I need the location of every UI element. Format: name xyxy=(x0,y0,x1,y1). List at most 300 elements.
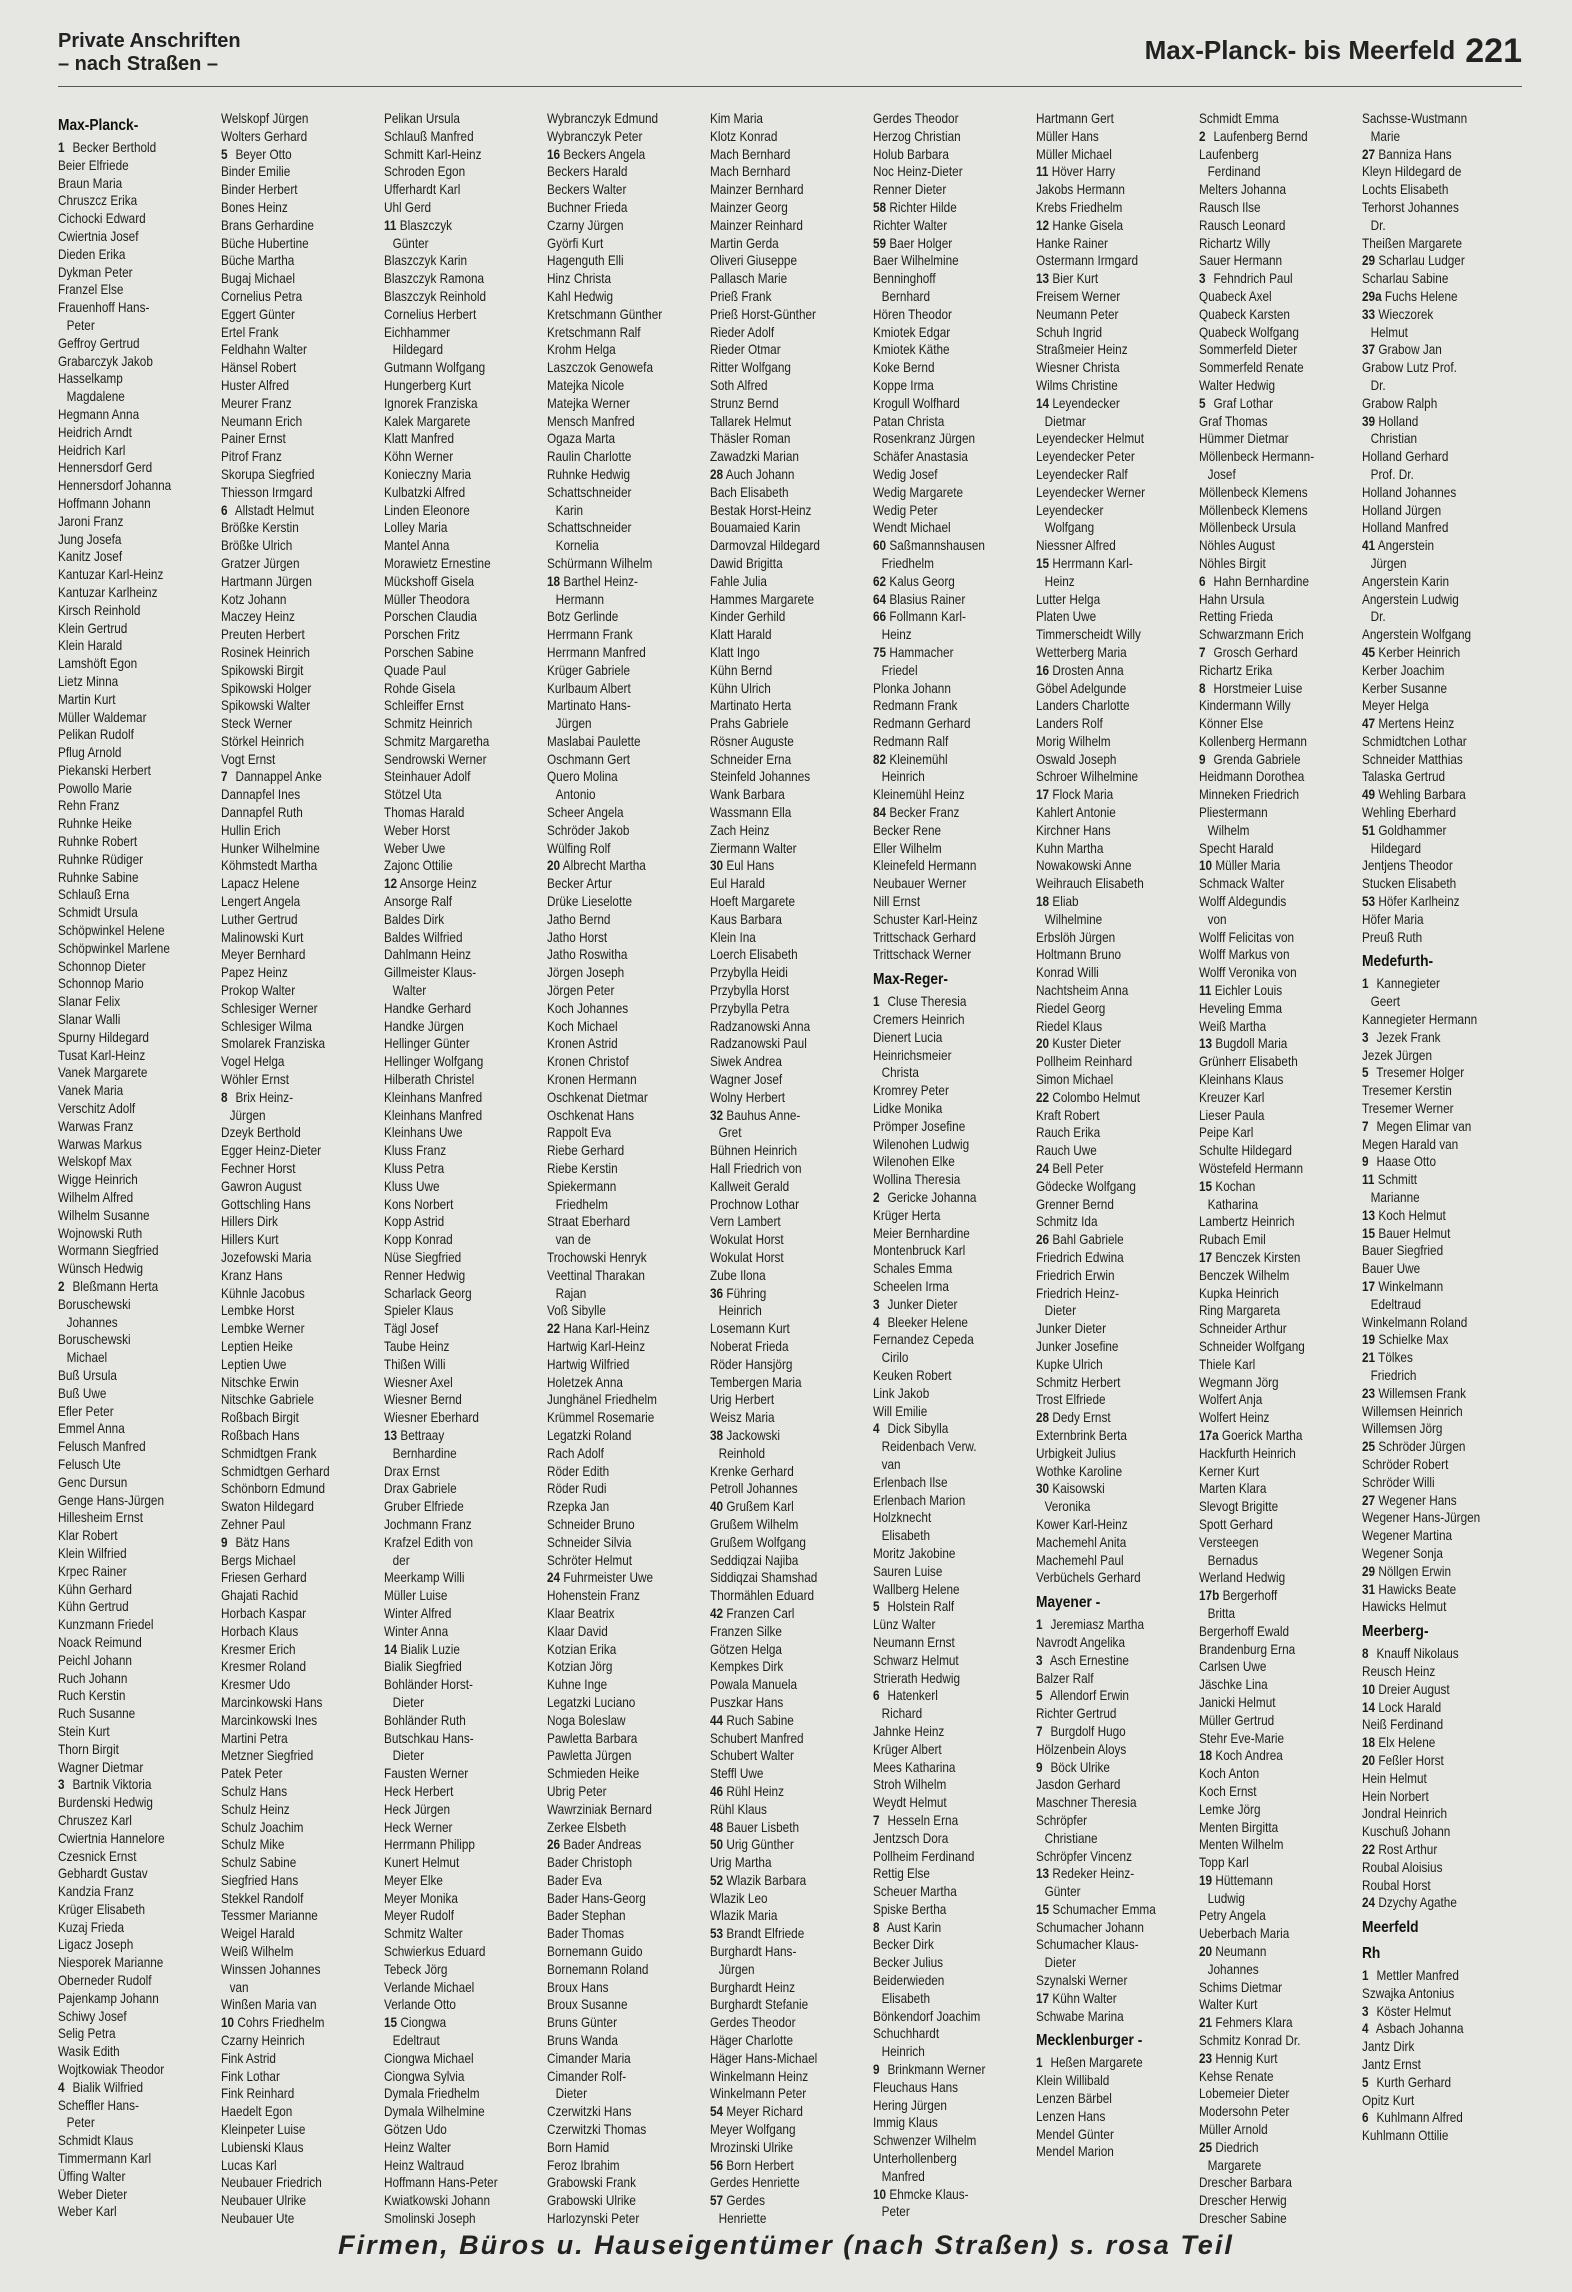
resident-name: Schöpwinkel Helene xyxy=(58,923,165,939)
resident-name: Bauer Uwe xyxy=(1362,1261,1421,1277)
resident-name: Eichhammer xyxy=(384,324,451,340)
resident-name: Mees Katharina xyxy=(873,1759,956,1775)
resident-name: Rzepka Jan xyxy=(547,1499,610,1515)
resident-entry xyxy=(1036,1107,1193,1125)
resident-entry xyxy=(384,1000,541,1018)
resident-entry xyxy=(547,2121,704,2139)
resident-name: Cluse Theresia xyxy=(887,994,967,1010)
resident-name: Gerdes Theodor xyxy=(873,111,959,126)
resident-entry xyxy=(1362,733,1519,751)
resident-name: Baldes Dirk xyxy=(384,911,445,927)
resident-entry xyxy=(710,2192,867,2210)
house-number: 13 xyxy=(1036,1866,1050,1882)
house-number: 11 xyxy=(384,217,397,233)
entry-continuation xyxy=(384,235,549,253)
resident-entry xyxy=(1036,768,1193,786)
resident-entry xyxy=(384,1872,541,1890)
resident-entry xyxy=(1199,1498,1356,1516)
resident-name: Angerstein xyxy=(1377,538,1435,554)
resident-name: Hoffmann Hans-Peter xyxy=(384,2175,498,2191)
resident-name: Thormählen Eduard xyxy=(710,1588,815,1604)
resident-name: Peter xyxy=(66,317,95,333)
resident-name: Vogt Ernst xyxy=(221,751,276,767)
resident-name: Heinrich xyxy=(881,2044,925,2060)
resident-name: Radzanowski Paul xyxy=(710,1036,807,1052)
resident-name: Welskopf Jürgen xyxy=(221,111,309,126)
resident-name: Weber Uwe xyxy=(384,840,446,856)
resident-name: Marie xyxy=(1370,128,1401,144)
resident-entry xyxy=(547,1605,704,1623)
resident-name: Quabeck Karsten xyxy=(1199,306,1290,322)
resident-entry xyxy=(58,2025,215,2043)
resident-name: Fleuchaus Hans xyxy=(873,2079,959,2095)
resident-name: Rappolt Eva xyxy=(547,1125,612,1141)
resident-name: Bahl Gabriele xyxy=(1052,1232,1124,1248)
resident-name: Auch Johann xyxy=(725,466,795,482)
resident-name: Plonka Johann xyxy=(873,680,951,696)
resident-name: Üffing Walter xyxy=(58,2168,126,2184)
resident-name: Pitrof Franz xyxy=(221,449,282,465)
resident-entry xyxy=(221,1249,378,1267)
resident-entry xyxy=(873,946,1030,964)
resident-entry xyxy=(58,566,215,584)
resident-entry xyxy=(547,1463,704,1481)
resident-entry xyxy=(1036,1391,1193,1409)
resident-entry xyxy=(384,1107,541,1125)
resident-name: Dreier August xyxy=(1378,1681,1450,1697)
resident-entry xyxy=(873,1723,1030,1741)
resident-name: Loerch Elisabeth xyxy=(710,947,798,963)
resident-entry xyxy=(58,1848,215,1866)
resident-entry xyxy=(58,1581,215,1599)
resident-name: Blasius Rainer xyxy=(889,591,966,607)
resident-name: Angerstein Wolfgang xyxy=(1362,627,1472,643)
resident-name: Kraft Robert xyxy=(1036,1107,1100,1123)
resident-name: Wolff Aldegundis xyxy=(1199,894,1287,910)
resident-name: Junker Josefine xyxy=(1036,1338,1119,1354)
section-subtitle: – nach Straßen – xyxy=(58,53,219,75)
resident-entry xyxy=(58,513,215,531)
resident-entry xyxy=(547,1996,704,2014)
resident-entry xyxy=(710,1498,867,1516)
resident-entry xyxy=(1036,448,1193,466)
resident-entry xyxy=(1199,1231,1356,1249)
resident-name: Brinkmann Werner xyxy=(887,2062,986,2078)
resident-name: Kotzian Erika xyxy=(547,1641,617,1657)
resident-name: Wöhler Ernst xyxy=(221,1072,290,1088)
entry-continuation xyxy=(1362,1367,1527,1385)
resident-entry xyxy=(384,964,541,982)
house-number: 27 xyxy=(1362,146,1376,162)
resident-entry xyxy=(384,1356,541,1374)
resident-name: Vanek Maria xyxy=(58,1083,124,1099)
resident-entry xyxy=(58,1385,215,1403)
resident-name: Herrmann Philipp xyxy=(384,1837,475,1853)
resident-name: Wöstefeld Hermann xyxy=(1199,1161,1304,1177)
resident-name: Piekanski Herbert xyxy=(58,762,151,778)
resident-name: Koch Michael xyxy=(547,1018,618,1034)
resident-entry xyxy=(221,573,378,591)
resident-entry xyxy=(221,1552,378,1570)
resident-name: Martin Gerda xyxy=(710,235,779,251)
resident-entry xyxy=(221,1338,378,1356)
house-number: 56 xyxy=(710,2157,724,2173)
resident-name: Wilenohen Elke xyxy=(873,1154,955,1170)
resident-name: Hellinger Günter xyxy=(384,1036,470,1052)
resident-entry xyxy=(221,217,378,235)
house-number: 17b xyxy=(1199,1588,1220,1604)
resident-entry xyxy=(1036,1901,1193,1919)
resident-entry xyxy=(873,1118,1030,1136)
resident-name: Blaszczyk Karin xyxy=(384,253,468,269)
resident-entry xyxy=(547,893,704,911)
resident-entry xyxy=(873,1616,1030,1634)
resident-entry xyxy=(1362,1716,1519,1734)
house-number: 18 xyxy=(1199,1748,1213,1764)
resident-name: Pollheim Ferdinand xyxy=(873,1848,975,1864)
resident-entry xyxy=(1199,733,1356,751)
entry-continuation xyxy=(221,1979,386,1997)
resident-name: Kresmer Erich xyxy=(221,1641,296,1657)
resident-entry xyxy=(1362,2109,1519,2127)
resident-entry xyxy=(547,395,704,413)
house-number: 6 xyxy=(1199,573,1206,589)
resident-entry xyxy=(873,2061,1030,2079)
resident-entry xyxy=(710,1925,867,1943)
resident-name: Wothke Karoline xyxy=(1036,1463,1123,1479)
resident-entry xyxy=(58,886,215,904)
resident-entry xyxy=(873,519,1030,537)
resident-name: Genc Dursun xyxy=(58,1474,128,1490)
resident-name: Hanke Rainer xyxy=(1036,235,1108,251)
entry-continuation xyxy=(873,2203,1038,2221)
entry-continuation xyxy=(384,1694,549,1712)
resident-name: Ruhnke Sabine xyxy=(58,869,139,885)
resident-name: Jung Josefa xyxy=(58,531,122,547)
entry-continuation xyxy=(873,662,1038,680)
resident-entry xyxy=(221,359,378,377)
resident-entry xyxy=(1362,751,1519,769)
resident-entry xyxy=(547,252,704,270)
resident-entry xyxy=(1362,786,1519,804)
resident-name: Friedrich Erwin xyxy=(1036,1267,1115,1283)
resident-name: Klein Ina xyxy=(710,929,756,945)
resident-name: Thißen Willi xyxy=(384,1356,446,1372)
resident-name: Przybylla Horst xyxy=(710,983,790,999)
resident-name: Weisz Maria xyxy=(710,1410,775,1426)
resident-name: Externbrink Berta xyxy=(1036,1427,1127,1443)
resident-name: Cohrs Friedhelm xyxy=(237,2015,325,2031)
resident-name: Klotz Konrad xyxy=(710,128,778,144)
resident-entry xyxy=(58,1634,215,1652)
resident-name: Kleinefeld Hermann xyxy=(873,858,977,874)
resident-name: Tägl Josef xyxy=(384,1321,439,1337)
resident-name: Bernhard xyxy=(881,288,931,304)
house-number: 29 xyxy=(1362,253,1376,269)
resident-entry xyxy=(873,1954,1030,1972)
resident-entry xyxy=(384,1071,541,1089)
resident-name: Hölzenbein Aloys xyxy=(1036,1741,1127,1757)
resident-name: Rühl Heinz xyxy=(726,1783,784,1799)
resident-name: Heck Herbert xyxy=(384,1783,454,1799)
resident-name: Nill Ernst xyxy=(873,894,921,910)
resident-entry xyxy=(1362,626,1519,644)
entry-continuation xyxy=(1199,1961,1364,1979)
resident-entry xyxy=(221,1124,378,1142)
resident-name: Rauch Erika xyxy=(1036,1125,1101,1141)
resident-entry xyxy=(221,1285,378,1303)
resident-name: Friedrich Edwina xyxy=(1036,1250,1124,1265)
resident-entry xyxy=(547,555,704,573)
resident-name: Eichler Louis xyxy=(1214,983,1283,999)
resident-name: Bleeker Helene xyxy=(887,1314,968,1330)
resident-name: Roßbach Hans xyxy=(221,1427,300,1443)
resident-name: Rausch Ilse xyxy=(1199,199,1261,215)
entry-continuation xyxy=(547,537,712,555)
resident-entry xyxy=(873,502,1030,520)
resident-name: Dannapfel Ines xyxy=(221,787,301,803)
resident-entry xyxy=(221,413,378,431)
directory-column xyxy=(547,110,704,2227)
resident-name: Kupka Heinrich xyxy=(1199,1285,1279,1301)
resident-name: Dawid Brigitta xyxy=(710,555,783,571)
resident-entry xyxy=(384,786,541,804)
resident-name: Wybranczyk Peter xyxy=(547,128,643,144)
resident-entry xyxy=(710,1374,867,1392)
resident-entry xyxy=(1199,1160,1356,1178)
resident-entry xyxy=(873,822,1030,840)
house-number: 18 xyxy=(1362,1735,1376,1751)
resident-name: Götzen Udo xyxy=(384,2122,447,2138)
resident-name: Bader Christoph xyxy=(547,1855,633,1871)
resident-name: Bader Hans-Georg xyxy=(547,1890,646,1906)
resident-name: Horstmeier Luise xyxy=(1213,680,1303,696)
resident-name: Immig Klaus xyxy=(873,2115,938,2131)
resident-entry xyxy=(58,370,215,388)
resident-entry xyxy=(1036,484,1193,502)
resident-entry xyxy=(547,288,704,306)
resident-name: Landers Rolf xyxy=(1036,716,1103,732)
resident-name: Kantuzar Karlheinz xyxy=(58,584,158,600)
resident-name: Darmovzal Hildegard xyxy=(710,538,820,554)
resident-entry xyxy=(1362,1082,1519,1100)
house-number: 10 xyxy=(1199,858,1213,874)
resident-name: Krohm Helga xyxy=(547,342,616,358)
resident-entry xyxy=(221,1605,378,1623)
resident-name: Fink Astrid xyxy=(221,2050,276,2066)
resident-entry xyxy=(1036,1552,1193,1570)
resident-name: Müller Theodora xyxy=(384,591,470,607)
entry-continuation xyxy=(547,786,712,804)
resident-entry xyxy=(384,2210,541,2228)
house-number: 27 xyxy=(1362,1492,1376,1508)
resident-entry xyxy=(58,192,215,210)
entry-continuation xyxy=(58,2114,223,2132)
resident-entry xyxy=(873,1830,1030,1848)
resident-entry xyxy=(58,1794,215,1812)
resident-name: Jörgen Peter xyxy=(547,983,615,999)
resident-entry xyxy=(1036,929,1193,947)
resident-entry xyxy=(1036,128,1193,146)
resident-name: Beckers Walter xyxy=(547,182,627,198)
house-number: 1 xyxy=(58,140,65,155)
resident-entry xyxy=(221,857,378,875)
resident-name: Lobemeier Dieter xyxy=(1199,2086,1290,2102)
resident-entry xyxy=(547,484,704,502)
resident-name: Cimander Rolf- xyxy=(547,2068,627,2084)
resident-name: Angerstein Karin xyxy=(1362,573,1450,589)
resident-name: Prieß Frank xyxy=(710,288,772,304)
resident-entry xyxy=(221,875,378,893)
house-number: 23 xyxy=(1362,1385,1376,1401)
resident-name: Wehling Eberhard xyxy=(1362,805,1457,821)
resident-name: Jentjens Theodor xyxy=(1362,858,1453,874)
resident-entry xyxy=(1362,252,1519,270)
resident-name: Heidrich Arndt xyxy=(58,424,132,440)
entry-continuation xyxy=(1362,217,1527,235)
resident-entry xyxy=(58,904,215,922)
resident-name: Spiekermann xyxy=(547,1178,617,1194)
resident-name: Peipe Karl xyxy=(1199,1125,1254,1141)
resident-name: Prömper Josefine xyxy=(873,1118,966,1134)
resident-entry xyxy=(58,1936,215,1954)
resident-entry xyxy=(710,1463,867,1481)
entry-continuation xyxy=(1362,993,1527,1011)
resident-entry xyxy=(547,1872,704,1890)
resident-entry xyxy=(873,306,1030,324)
entry-continuation xyxy=(384,1552,549,1570)
resident-name: Zehner Paul xyxy=(221,1516,286,1532)
resident-entry xyxy=(1199,270,1356,288)
resident-name: Feldhahn Walter xyxy=(221,342,307,358)
resident-name: Bialik Siegfried xyxy=(384,1659,462,1675)
resident-entry xyxy=(547,1783,704,1801)
resident-name: Warwas Markus xyxy=(58,1136,142,1152)
resident-entry xyxy=(873,1598,1030,1616)
resident-name: Quade Paul xyxy=(384,662,447,678)
resident-entry xyxy=(384,1018,541,1036)
house-number: 60 xyxy=(873,538,887,554)
resident-entry xyxy=(1199,929,1356,947)
resident-entry xyxy=(873,128,1030,146)
resident-name: Goldhammer xyxy=(1378,822,1447,838)
directory-column xyxy=(873,110,1030,2220)
resident-entry xyxy=(873,1776,1030,1794)
resident-entry xyxy=(1362,2127,1519,2145)
resident-entry xyxy=(1199,1142,1356,1160)
resident-name: Janicki Helmut xyxy=(1199,1694,1276,1710)
resident-entry xyxy=(1036,1213,1193,1231)
resident-entry xyxy=(1036,1356,1193,1374)
resident-name: Dannappel Anke xyxy=(235,769,322,785)
resident-entry xyxy=(547,1178,704,1196)
resident-entry xyxy=(221,893,378,911)
resident-entry xyxy=(58,1563,215,1581)
resident-name: Sauer Hermann xyxy=(1199,253,1283,269)
resident-entry xyxy=(1362,1403,1519,1421)
resident-name: Heinz Walter xyxy=(384,2139,451,2155)
resident-name: Wojtkowiak Theodor xyxy=(58,2062,165,2078)
resident-entry xyxy=(1362,1118,1519,1136)
resident-name: Hammes Margarete xyxy=(710,591,815,607)
resident-name: Hahn Ursula xyxy=(1199,591,1265,607)
resident-name: Kühn Ulrich xyxy=(710,680,771,696)
resident-entry xyxy=(384,1480,541,1498)
resident-name: Jantz Dirk xyxy=(1362,2039,1415,2055)
resident-name: Bugaj Michael xyxy=(221,271,295,287)
resident-name: Terhorst Johannes xyxy=(1362,199,1459,215)
resident-name: Platen Uwe xyxy=(1036,609,1097,625)
entry-continuation xyxy=(1036,1302,1201,1320)
resident-name: Dr. xyxy=(1370,377,1386,393)
resident-name: Winkelmann Peter xyxy=(710,2086,807,2102)
house-number: 25 xyxy=(1199,2139,1213,2155)
resident-name: Prahs Gabriele xyxy=(710,716,789,732)
resident-name: Pawletta Jürgen xyxy=(547,1748,632,1764)
resident-entry xyxy=(1036,1427,1193,1445)
resident-entry xyxy=(710,1996,867,2014)
resident-name: Oschkenat Hans xyxy=(547,1107,635,1123)
house-number: 16 xyxy=(1036,662,1050,678)
resident-entry xyxy=(58,157,215,175)
resident-name: Bouamaied Karin xyxy=(710,520,801,536)
resident-name: Wojnowski Ruth xyxy=(58,1225,143,1241)
resident-name: Wokulat Horst xyxy=(710,1250,784,1265)
resident-entry xyxy=(1362,2038,1519,2056)
resident-name: Niesporek Marianne xyxy=(58,1955,164,1971)
resident-name: Hennersdorf Gerd xyxy=(58,460,153,476)
resident-name: Gret xyxy=(718,1125,742,1141)
resident-name: Wolfert Anja xyxy=(1199,1392,1263,1408)
resident-entry xyxy=(1199,1712,1356,1730)
house-number: 14 xyxy=(384,1641,398,1657)
resident-entry xyxy=(710,857,867,875)
resident-entry xyxy=(221,982,378,1000)
resident-name: Gerdes Henriette xyxy=(710,2175,800,2191)
resident-entry xyxy=(384,591,541,609)
house-number: 16 xyxy=(547,146,561,162)
resident-entry xyxy=(710,1178,867,1196)
resident-entry xyxy=(547,448,704,466)
resident-name: Skorupa Siegfried xyxy=(221,466,315,482)
resident-entry xyxy=(221,288,378,306)
resident-entry xyxy=(221,2050,378,2068)
resident-entry xyxy=(1199,1035,1356,1053)
resident-entry xyxy=(384,1890,541,1908)
resident-name: Marianne xyxy=(1370,1190,1420,1206)
resident-name: Braun Maria xyxy=(58,175,123,191)
resident-name: Fehmers Klara xyxy=(1215,2015,1293,2031)
resident-name: Roßbach Birgit xyxy=(221,1410,299,1426)
resident-entry xyxy=(710,964,867,982)
resident-entry xyxy=(384,1160,541,1178)
resident-entry xyxy=(221,1836,378,1854)
resident-entry xyxy=(873,1563,1030,1581)
resident-entry xyxy=(384,1267,541,1285)
resident-entry xyxy=(710,733,867,751)
resident-name: Goerick Martha xyxy=(1221,1427,1303,1443)
resident-entry xyxy=(384,1961,541,1979)
resident-name: Heinrich xyxy=(718,1303,762,1319)
resident-name: Siddiqzai Shamshad xyxy=(710,1570,818,1586)
resident-name: Binder Herbert xyxy=(221,182,298,198)
resident-name: Minneken Friedrich xyxy=(1199,787,1300,803)
resident-name: Bauhus Anne- xyxy=(726,1107,801,1123)
resident-entry xyxy=(710,502,867,520)
resident-entry xyxy=(547,1516,704,1534)
resident-entry xyxy=(1199,537,1356,555)
resident-entry xyxy=(710,430,867,448)
